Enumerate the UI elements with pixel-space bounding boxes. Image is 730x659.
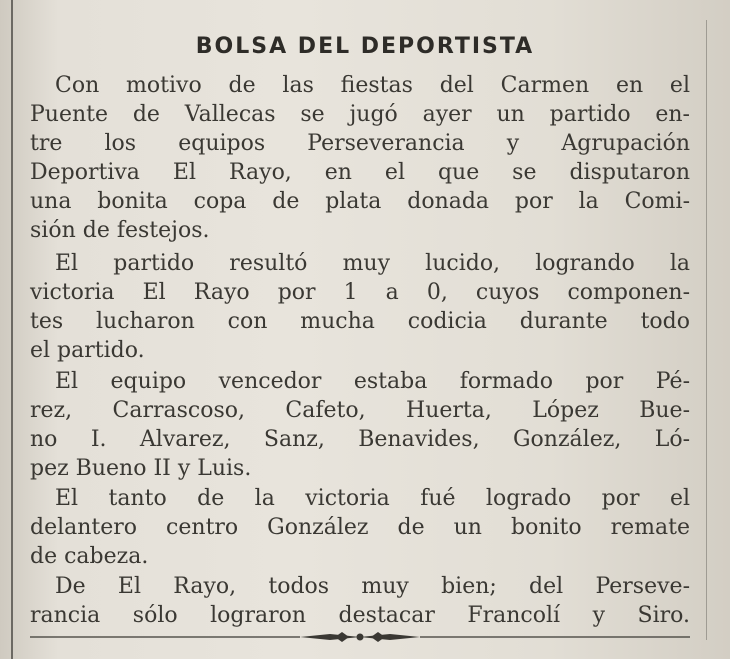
text-line: una bonita copa de plata donada por la Comi- — [30, 189, 690, 214]
text-line: sión de festejos. — [30, 218, 210, 243]
text-line: El tanto de la victoria fué logrado por el — [55, 486, 690, 511]
text-line: delantero centro González de un bonito remate — [30, 515, 690, 540]
article-title: BOLSA DEL DEPORTISTA — [195, 34, 535, 59]
text-line: victoria El Rayo por 1 a 0, cuyos componen- — [30, 280, 690, 305]
text-line: rez, Carrascoso, Cafeto, Huerta, López Bue- — [30, 398, 690, 423]
text-line: de cabeza. — [30, 544, 149, 569]
column-rule-right — [706, 20, 707, 640]
text-line: Con motivo de las fiestas del Carmen en el — [55, 73, 690, 98]
text-line: De El Rayo, todos muy bien; del Perseve- — [55, 574, 690, 599]
column-rule-left — [11, 0, 13, 659]
text-line: no I. Alvarez, Sanz, Benavides, González, Ló- — [30, 427, 690, 452]
text-line: El equipo vencedor estaba formado por Pé- — [55, 369, 690, 394]
text-line: tre los equipos Perseverancia y Agrupación — [30, 131, 690, 156]
text-line: tes lucharon con mucha codicia durante todo — [30, 309, 690, 334]
text-line: Puente de Vallecas se jugó ayer un partido en- — [30, 102, 690, 127]
text-line: pez Bueno II y Luis. — [30, 456, 252, 481]
text-line: rancia sólo lograron destacar Francolí y Siro. — [30, 603, 690, 628]
ornamental-divider — [30, 630, 690, 644]
text-line: Deportiva El Rayo, en el que se disputaron — [30, 160, 690, 185]
text-line: el partido. — [30, 338, 145, 363]
text-line: El partido resultó muy lucido, logrando la — [55, 251, 690, 276]
